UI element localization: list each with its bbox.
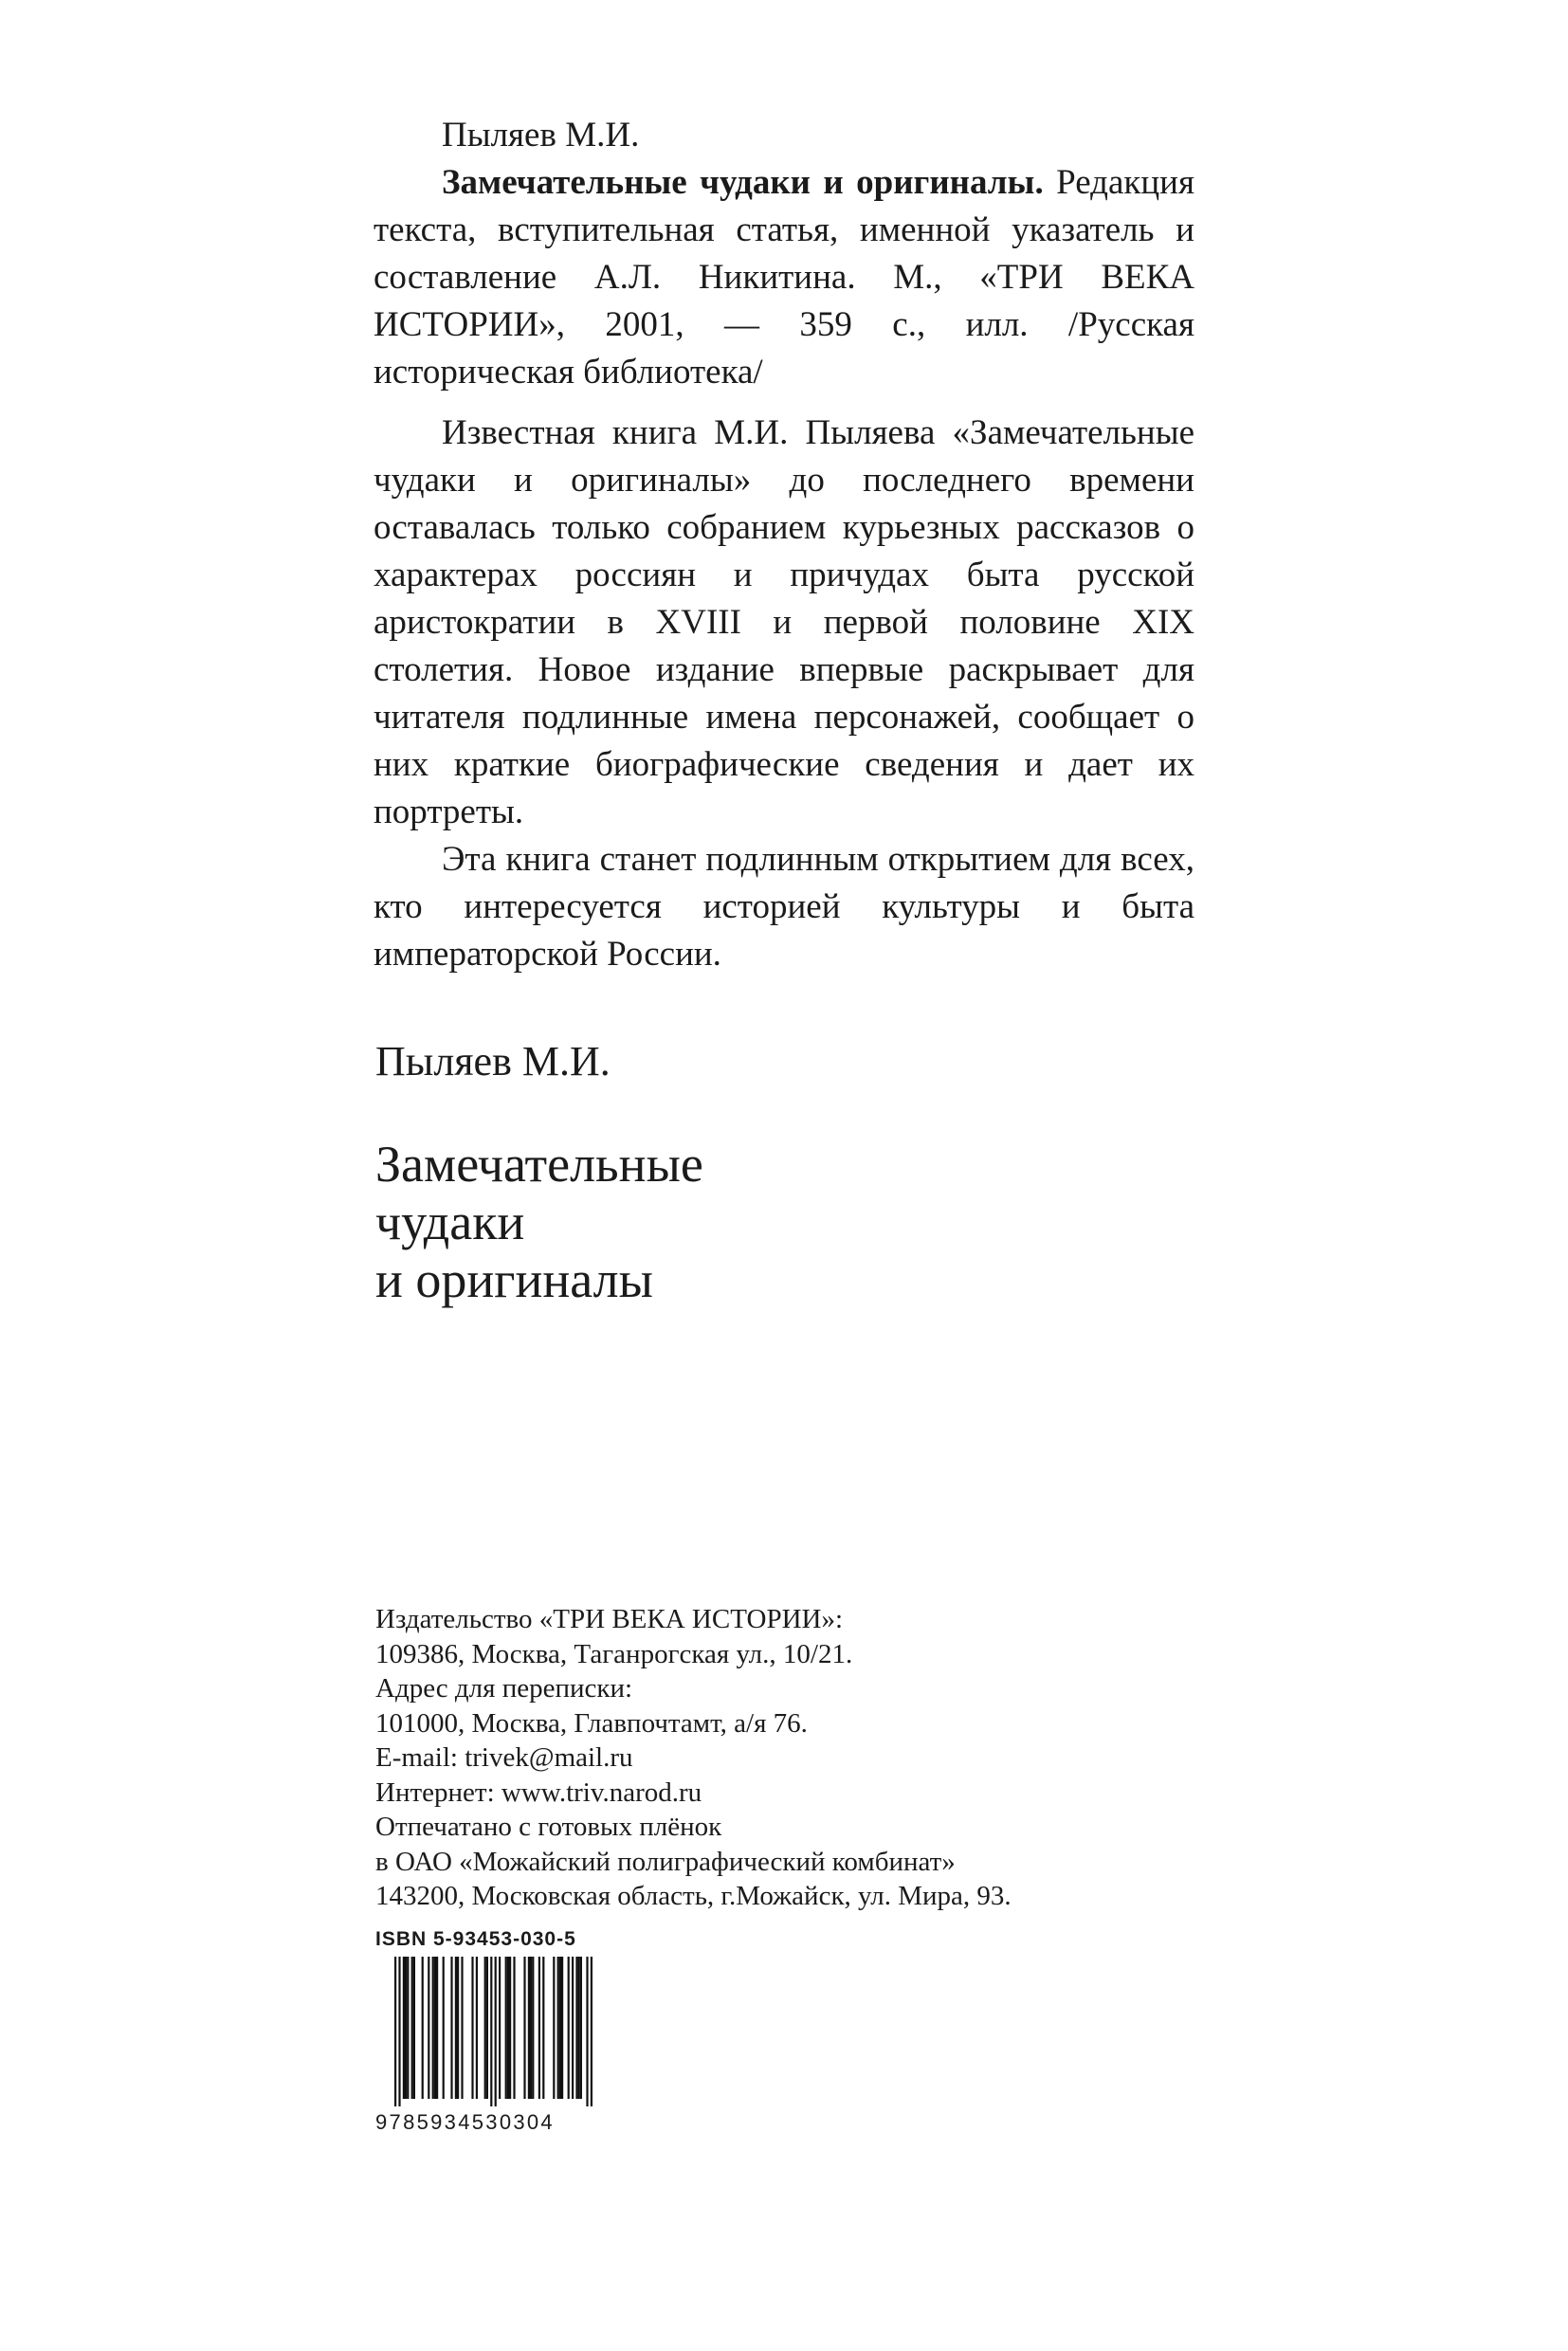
barcode-bar [559, 1957, 561, 2099]
barcode-bar [398, 1957, 400, 2106]
biblio-author: Пыляев М.И. [442, 116, 640, 155]
barcode-bar [523, 1957, 525, 2099]
biblio-description-paragraph [374, 159, 1194, 396]
publisher-line: Адрес для переписки: [375, 1673, 633, 1704]
bibliographic-record [374, 112, 1194, 396]
barcode-bar [436, 1957, 438, 2099]
annotation-paragraph: Эта книга станет подлинным открытием для всех, кто интересуется историей культуры и быта императорской России. [374, 840, 1194, 974]
barcode-bar [505, 1957, 507, 2099]
barcode-bar [586, 1957, 588, 2106]
barcode-bar [507, 1957, 509, 2099]
barcode-bar [538, 1957, 540, 2099]
barcode-bar [513, 1957, 515, 2099]
barcode-bar [580, 1957, 582, 2099]
barcode-bar [509, 1957, 511, 2099]
biblio-title: Замечательные чудаки и оригиналы. [442, 163, 1044, 202]
publisher-line: 143200, Московская область, г.Можайск, ул. Мира, 93. [375, 1881, 1012, 1911]
barcode-bar [450, 1957, 452, 2099]
barcode-bar [403, 1957, 405, 2099]
barcode-bar [405, 1957, 407, 2099]
barcode-bar [484, 1957, 486, 2099]
barcode-bar [432, 1957, 434, 2099]
barcode-bar [476, 1957, 478, 2099]
isbn-barcode [375, 1957, 609, 2108]
barcode-bar [422, 1957, 424, 2099]
barcode-bar [532, 1957, 534, 2099]
barcode-bar [591, 1957, 593, 2106]
book-title-line: Замечательные [375, 1136, 703, 1193]
annotation-paragraph: Известная книга М.И. Пыляева «Замечательные чудаки и оригиналы» до последнего времени оставалась только собранием курьезных рассказов о характерах россиян и причудах быта русской аристократии в XVIII и первой половине XIX столетия. Новое издание впервые раскрывает для читателя подлинные имена персонажей, сообщает о них краткие биографические сведения и дает их портреты. [374, 413, 1194, 831]
barcode-bar [428, 1957, 429, 2099]
annotation [374, 410, 1194, 978]
publisher-line: Издательство «ТРИ ВЕКА ИСТОРИИ»: [375, 1604, 844, 1634]
barcode-bar [411, 1957, 413, 2099]
publisher-line: 101000, Москва, Главпочтамт, а/я 76. [375, 1707, 808, 1739]
barcode-bar [530, 1957, 532, 2099]
barcode-bar [490, 1957, 492, 2106]
publisher-line: E-mail: trivek@mail.ru [375, 1742, 633, 1773]
barcode-bar [457, 1957, 459, 2099]
isbn-label: ISBN 5-93453-030-5 [375, 1928, 576, 1950]
book-title-line: чудаки [375, 1194, 525, 1250]
barcode-bar [455, 1957, 457, 2099]
publisher-line: 109386, Москва, Таганрогская ул., 10/21. [375, 1638, 853, 1669]
book-title [375, 1136, 703, 1309]
book-title-line: и оригиналы [375, 1251, 653, 1308]
barcode-bar [461, 1957, 463, 2099]
barcode-bar [471, 1957, 473, 2099]
barcode-bar [499, 1957, 501, 2099]
barcode-bar [553, 1957, 555, 2099]
barcode-bar [557, 1957, 559, 2099]
publisher-info [375, 1602, 1012, 1914]
barcode-bar [561, 1957, 563, 2099]
barcode-bar [575, 1957, 577, 2099]
barcode-bar [495, 1957, 497, 2106]
title-author: Пыляев М.И. [375, 1038, 611, 1084]
barcode-bar [394, 1957, 396, 2106]
barcode-bar [542, 1957, 544, 2099]
barcode-bar [486, 1957, 488, 2099]
barcode-bar [572, 1957, 574, 2099]
barcode-bar [407, 1957, 409, 2099]
barcode-digits: 9785934530304 [375, 2110, 555, 2134]
publisher-line: Отпечатано с готовых плёнок [375, 1812, 722, 1842]
barcode-bar [434, 1957, 436, 2099]
barcode-bar [568, 1957, 570, 2099]
publisher-line: в ОАО «Можайский полиграфический комбинат» [375, 1846, 956, 1877]
barcode-bar [528, 1957, 530, 2099]
barcode-bar [443, 1957, 445, 2099]
barcode-bar [413, 1957, 415, 2099]
barcode-bar [578, 1957, 580, 2099]
biblio-description: Редакция текста, вступительная статья, именной указатель и составление А.Л. Никитина. М., «ТРИ ВЕКА ИСТОРИИ», 2001, — 359 с., илл. /Русская историческая библиотека/ [374, 163, 1194, 392]
publisher-line: Интернет: www.triv.narod.ru [375, 1777, 702, 1808]
